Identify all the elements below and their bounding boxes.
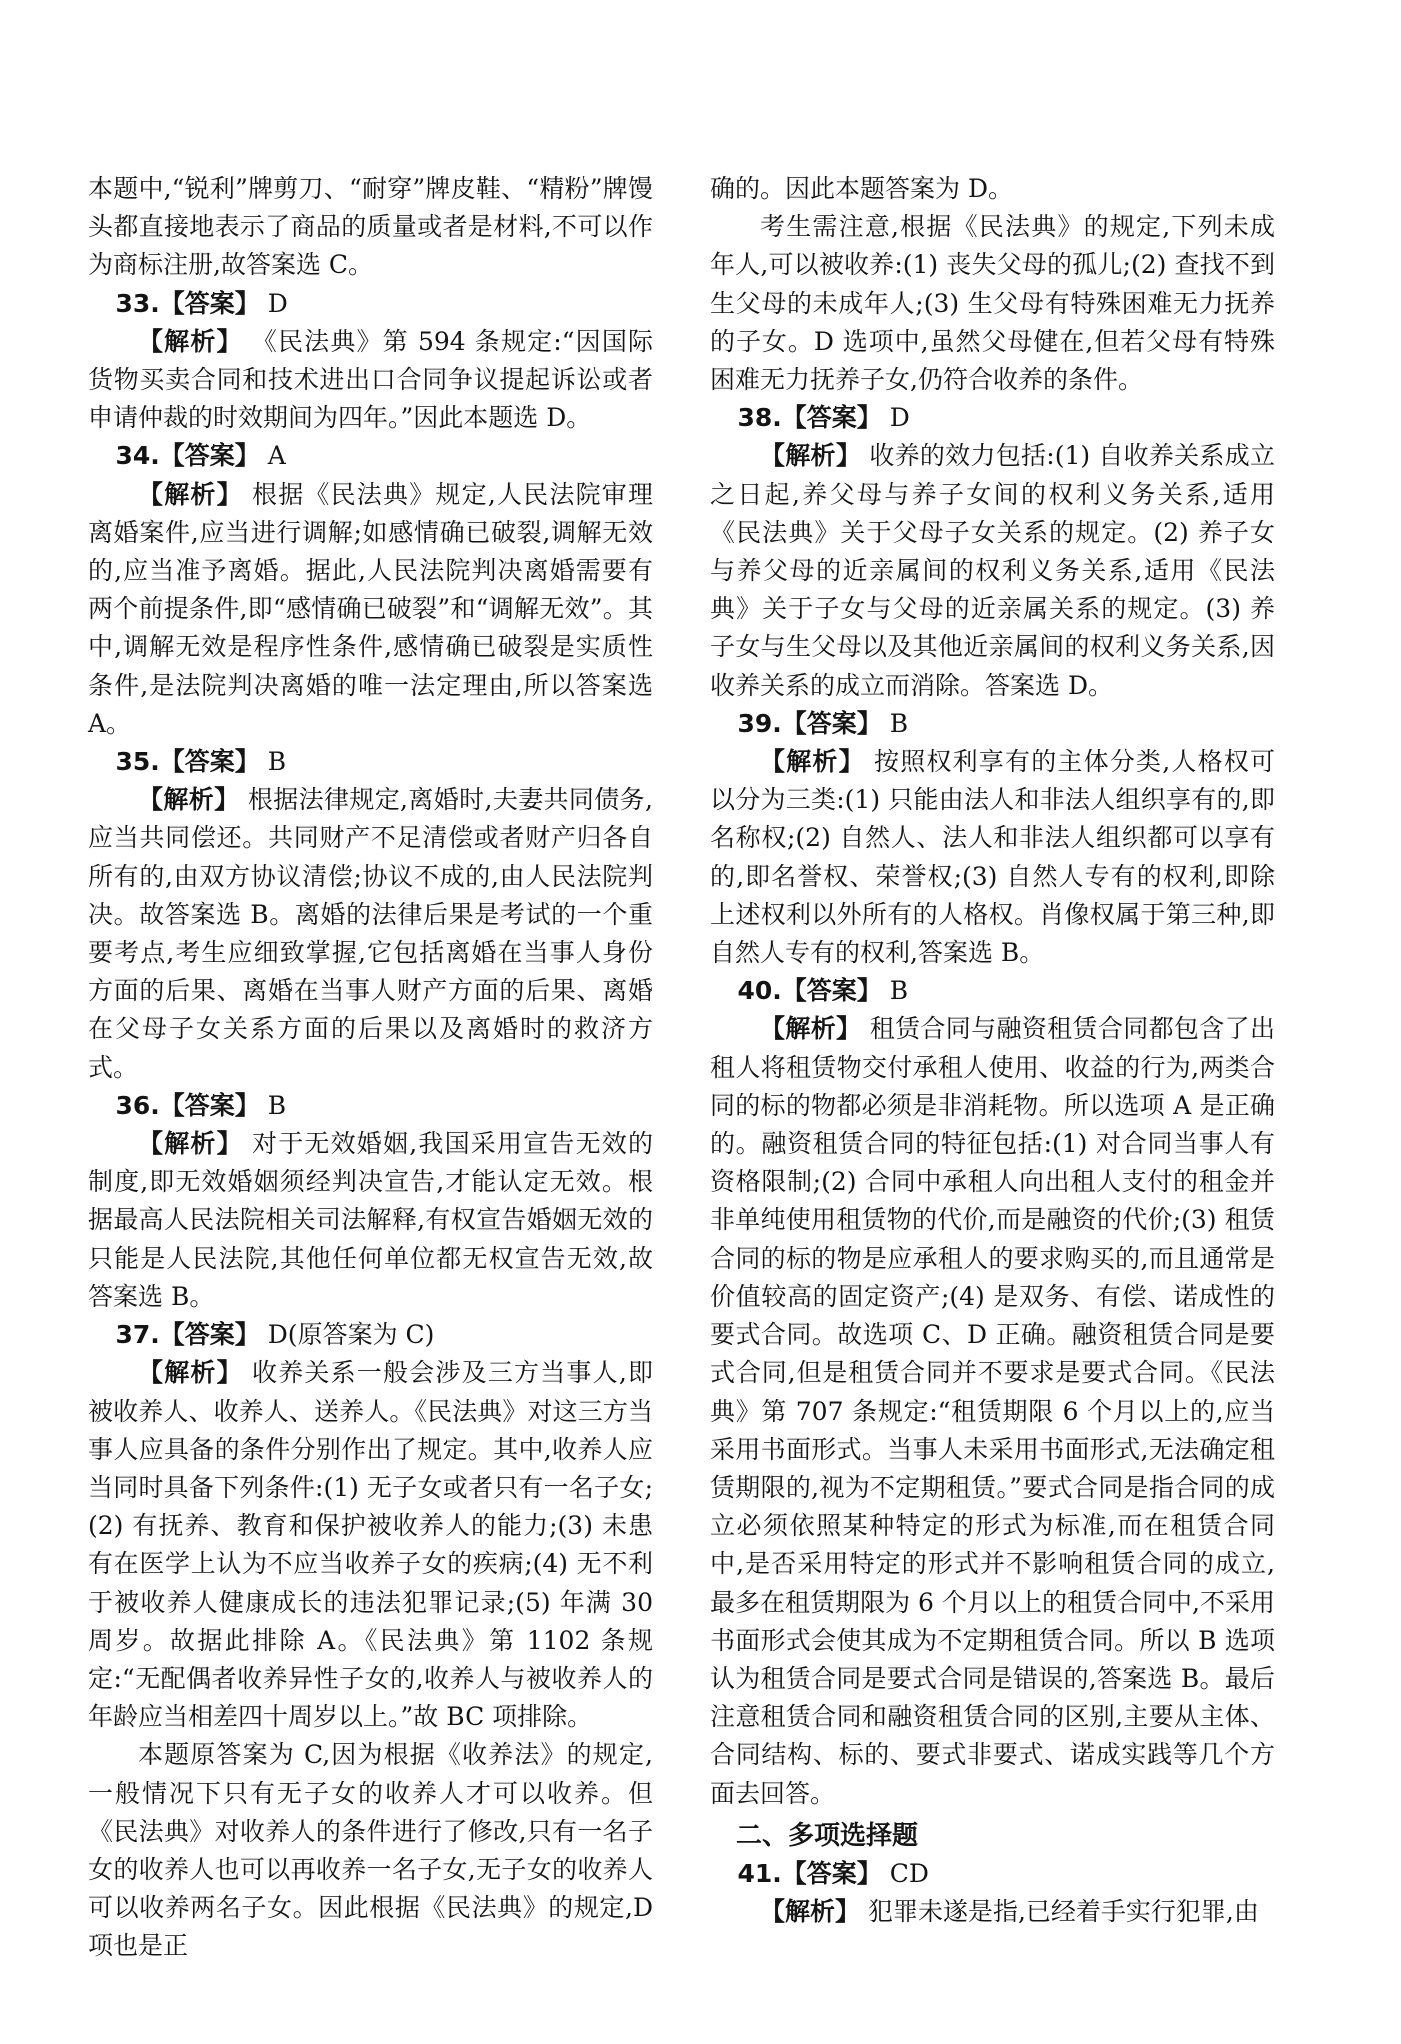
explanation-33	[88, 323, 653, 438]
question-number: 41.	[737, 1858, 782, 1888]
explanation-41	[710, 1893, 1275, 1931]
explanation-text: 租赁合同与融资租赁合同都包含了出租人将租赁物交付承租人使用、收益的行为,两类合同的标的物都必须是非消耗物。所以选项 A 是正确的。融资租赁合同的特征包括:(1) 对合同当事人有资格限制;(2) 合同中承租人向出租人支付的租金并非单纯使用租赁物的代价,而是融资的代价;(3) 租赁合同的标的物是应承租人的要求购买的,而且通常是价值较高的固定资产;(4) 是双务、有偿、诺成性的要式合同。故选项 C、D 正确。融资租赁合同是要式合同,但是租赁合同并不要求是要式合同。《民法典》第 707 条规定:“租赁期限 6 个月以上的,应当采用书面形式。当事人未采用书面形式,无法确定租赁期限的,视为不定期租赁。”要式合同是指合同的成立必须依照某种特定的形式为标准,而在租赁合同中,是否采用特定的形式并不影响租赁合同的成立,最多在租赁期限为 6 个月以上的租赁合同中,不采用书面形式会使其成为不定期租赁合同。所以 B 选项认为租赁合同是要式合同是错误的,答案选 B。最后注意租赁合同和融资租赁合同的区别,主要从主体、合同结构、标的、要式非要式、诺成实践等几个方面去回答。	[710, 1014, 1275, 1808]
answer-tag: 【答案】	[781, 403, 882, 433]
explanation-text: 收养关系一般会涉及三方当事人,即被收养人、收养人、送养人。《民法典》对这三方当事人应具备的条件分别作出了规定。其中,收养人应当同时具备下列条件:(1) 无子女或者只有一名子女;(2) 有抚养、教育和保护被收养人的能力;(3) 未患有在医学上认为不应当收养子女的疾病;(4) 无不利于被收养人健康成长的违法犯罪记录;(5) 年满 30 周岁。故据此排除 A。《民法典》第 1102 条规定:“无配偶者收养异性子女的,收养人与被收养人的年龄应当相差四十周岁以上。”故 BC 项排除。	[88, 1358, 653, 1732]
question-number: 40.	[737, 976, 782, 1006]
answer-tag: 【答案】	[781, 976, 882, 1006]
answer-line-40	[710, 972, 1275, 1010]
answer-line-33	[88, 285, 653, 323]
explanation-text: 收养的效力包括:(1) 自收养关系成立之日起,养父母与养子女间的权利义务关系,适用《民法典》关于父母子女关系的规定。(2) 养子女与养父母的近亲属间的权利义务关系,适用《民法典》关于子女与父母的近亲属关系的规定。(3) 养子女与生父母以及其他近亲属间的权利义务关系,因收养关系的成立而消除。答案选 D。	[710, 441, 1275, 700]
answer-line-38	[710, 399, 1275, 437]
explanation-35	[88, 781, 653, 1087]
question-number: 33.	[115, 288, 160, 318]
answer-tag: 【答案】	[159, 1320, 260, 1350]
answer-value: D(原答案为 C)	[267, 1320, 435, 1350]
explanation-tag: 【解析】	[138, 785, 240, 815]
answer-value: D	[889, 403, 910, 433]
answer-value: A	[267, 441, 286, 471]
answer-tag: 【答案】	[159, 441, 260, 471]
answer-line-39	[710, 705, 1275, 743]
answer-tag: 【答案】	[781, 1858, 882, 1888]
question-number: 35.	[115, 747, 160, 777]
explanation-text: 对于无效婚姻,我国采用宣告无效的制度,即无效婚姻须经判决宣告,才能认定无效。根据最高人民法院相关司法解释,有权宣告婚姻无效的只能是人民法院,其他任何单位都无权宣告无效,故答案选 B。	[88, 1129, 653, 1311]
answer-value: B	[889, 708, 909, 738]
explanation-38	[710, 437, 1275, 704]
answer-line-35	[88, 743, 653, 781]
paragraph: 本题中,“锐利”牌剪刀、“耐穿”牌皮鞋、“精粉”牌馒头都直接地表示了商品的质量或者是材料,不可以作为商标注册,故答案选 C。	[88, 174, 653, 280]
explanation-40	[710, 1010, 1275, 1812]
question-number: 34.	[115, 441, 160, 471]
explanation-34	[88, 476, 653, 743]
explanation-text: 按照权利享有的主体分类,人格权可以分为三类:(1) 只能由法人和非法人组织享有的,即名称权;(2) 自然人、法人和非法人组织都可以享有的,即名誉权、荣誉权;(3) 自然人专有的权利,即除上述权利以外所有的人格权。肖像权属于第三种,即自然人专有的权利,答案选 B。	[710, 747, 1275, 968]
section-heading: 二、多项选择题	[736, 1820, 919, 1851]
question-number: 37.	[115, 1320, 160, 1350]
explanation-36	[88, 1125, 653, 1316]
answer-value: D	[267, 288, 288, 318]
answer-value: B	[889, 976, 909, 1006]
answer-tag: 【答案】	[159, 1090, 260, 1120]
explanation-text: 根据《民法典》规定,人民法院审理离婚案件,应当进行调解;如感情确已破裂,调解无效的,应当准予离婚。据此,人民法院判决离婚需要有两个前提条件,即“感情确已破裂”和“调解无效”。其中,调解无效是程序性条件,感情确已破裂是实质性条件,是法院判决离婚的唯一法定理由,所以答案选 A。	[88, 479, 653, 738]
explanation-text: 《民法典》第 594 条规定:“因国际货物买卖合同和技术进出口合同争议提起诉讼或者申请仲裁的时效期间为四年。”因此本题选 D。	[88, 326, 653, 433]
paragraph: 本题原答案为 C,因为根据《收养法》的规定,一般情况下只有无子女的收养人才可以收养。但《民法典》对收养人的条件进行了修改,只有一名子女的收养人也可以再收养一名子女,无子女的收养人可以收养两名子女。因此根据《民法典》的规定,D 项也是正	[88, 1740, 653, 1961]
explanation-tag: 【解析】	[760, 1014, 862, 1044]
answer-line-37	[88, 1316, 653, 1354]
question-number: 36.	[115, 1090, 160, 1120]
explanation-text: 根据法律规定,离婚时,夫妻共同债务,应当共同偿还。共同财产不足清偿或者财产归各自所有的,由双方协议清偿;协议不成的,由人民法院判决。故答案选 B。离婚的法律后果是考试的一个重要考点,考生应细致掌握,它包括离婚在当事人身份方面的后果、离婚在当事人财产方面的后果、离婚在父母子女关系方面的后果以及离婚时的救济方式。	[88, 785, 653, 1082]
paragraph: 确的。因此本题答案为 D。	[710, 174, 1013, 203]
answer-value: CD	[889, 1858, 929, 1888]
paragraph: 考生需注意,根据《民法典》的规定,下列未成年人,可以被收养:(1) 丧失父母的孤儿;(2) 查找不到生父母的未成年人;(3) 生父母有特殊困难无力抚养的子女。D 选项中,虽然父母健在,但若父母有特殊困难无力抚养子女,仍符合收养的条件。	[710, 212, 1275, 395]
question-number: 38.	[737, 403, 782, 433]
explanation-tag: 【解析】	[760, 747, 865, 777]
explanation-tag: 【解析】	[138, 326, 243, 356]
question-number: 39.	[737, 708, 782, 738]
answer-value: B	[267, 747, 287, 777]
answer-line-34	[88, 437, 653, 475]
explanation-tag: 【解析】	[760, 1897, 861, 1927]
explanation-37	[88, 1354, 653, 1736]
explanation-tag: 【解析】	[138, 1358, 243, 1388]
answer-value: B	[267, 1090, 287, 1120]
explanation-tag: 【解析】	[138, 1129, 243, 1159]
answer-tag: 【答案】	[159, 747, 260, 777]
explanation-tag: 【解析】	[138, 479, 243, 509]
left-column	[88, 170, 653, 1966]
explanation-39	[710, 743, 1275, 972]
explanation-text: 犯罪未遂是指,已经着手实行犯罪,由	[867, 1897, 1259, 1927]
explanation-tag: 【解析】	[760, 441, 862, 471]
right-column	[710, 170, 1275, 1931]
answer-tag: 【答案】	[159, 288, 260, 318]
answer-tag: 【答案】	[781, 708, 882, 738]
answer-line-36	[88, 1087, 653, 1125]
answer-line-41	[710, 1855, 1275, 1893]
